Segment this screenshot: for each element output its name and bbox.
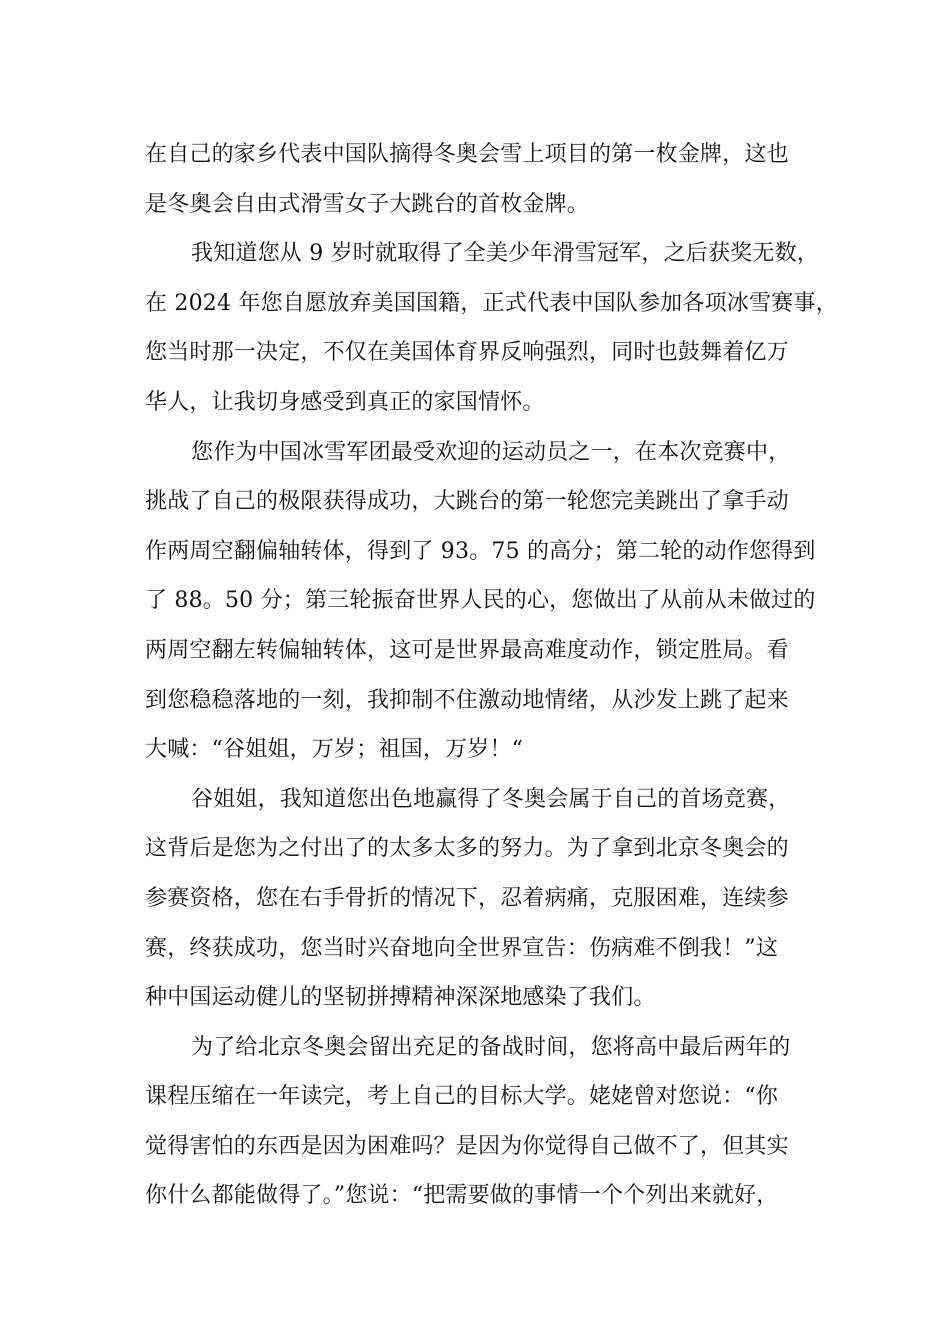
text-line: 这背后是您为之付出了的太多太多的努力。为了拿到北京冬奥会的	[145, 836, 789, 862]
paragraph	[145, 428, 821, 775]
text-line: 了 88。50 分；第三轮振奋世界人民的心，您做出了从前从未做过的	[145, 588, 816, 614]
text-line: 到您稳稳落地的一刻，我抑制不住激动地情绪，从沙发上跳了起来	[145, 687, 789, 713]
text-line: 我知道您从 9 岁时就取得了全美少年滑雪冠军，之后获奖无数，	[191, 241, 819, 267]
text-line: 华人，让我切身感受到真正的家国情怀。	[145, 389, 545, 415]
text-line: 为了给北京冬奥会留出充足的备战时间，您将高中最后两年的	[191, 1034, 791, 1060]
text-line: 课程压缩在一年读完，考上自己的目标大学。姥姥曾对您说：“你	[145, 1084, 779, 1110]
text-line: 谷姐姐，我知道您出色地赢得了冬奥会属于自己的首场竞赛，	[191, 786, 791, 812]
text-line: 是冬奥会自由式滑雪女子大跳台的首枚金牌。	[145, 191, 590, 217]
document-body	[145, 130, 838, 1221]
text-line: 赛，终获成功，您当时兴奋地向全世界宣告：伤病难不倒我！”这	[145, 935, 779, 961]
text-line: 在 2024 年您自愿放弃美国国籍，正式代表中国队参加各项冰雪赛事，	[145, 290, 838, 316]
paragraph	[145, 130, 821, 229]
text-line: 种中国运动健儿的坚韧拼搏精神深深地感染了我们。	[145, 985, 656, 1011]
text-line: 作两周空翻偏轴转体，得到了 93。75 的高分；第二轮的动作您得到	[145, 538, 816, 564]
text-line: 您作为中国冰雪军团最受欢迎的运动员之一，在本次竞赛中，	[191, 439, 791, 465]
text-line: 参赛资格，您在右手骨折的情况下，忍着病痛，克服困难，连续参	[145, 885, 789, 911]
paragraph	[145, 229, 838, 427]
paragraph	[145, 775, 821, 1023]
text-line: 觉得害怕的东西是因为困难吗？是因为你觉得自己做不了，但其实	[145, 1133, 789, 1159]
text-line: 在自己的家乡代表中国队摘得冬奥会雪上项目的第一枚金牌，这也	[145, 142, 789, 167]
text-line: 大喊：“谷姐姐，万岁；祖国，万岁！“	[145, 737, 524, 763]
text-line: 你什么都能做得了。”您说：“把需要做的事情一个个列出来就好，	[145, 1183, 779, 1209]
text-line: 挑战了自己的极限获得成功，大跳台的第一轮您完美跳出了拿手动	[145, 489, 789, 515]
text-line: 两周空翻左转偏轴转体，这可是世界最高难度动作，锁定胜局。看	[145, 637, 789, 663]
paragraph	[145, 1023, 821, 1221]
text-line: 您当时那一决定，不仅在美国体育界反响强烈，同时也鼓舞着亿万	[145, 340, 789, 366]
